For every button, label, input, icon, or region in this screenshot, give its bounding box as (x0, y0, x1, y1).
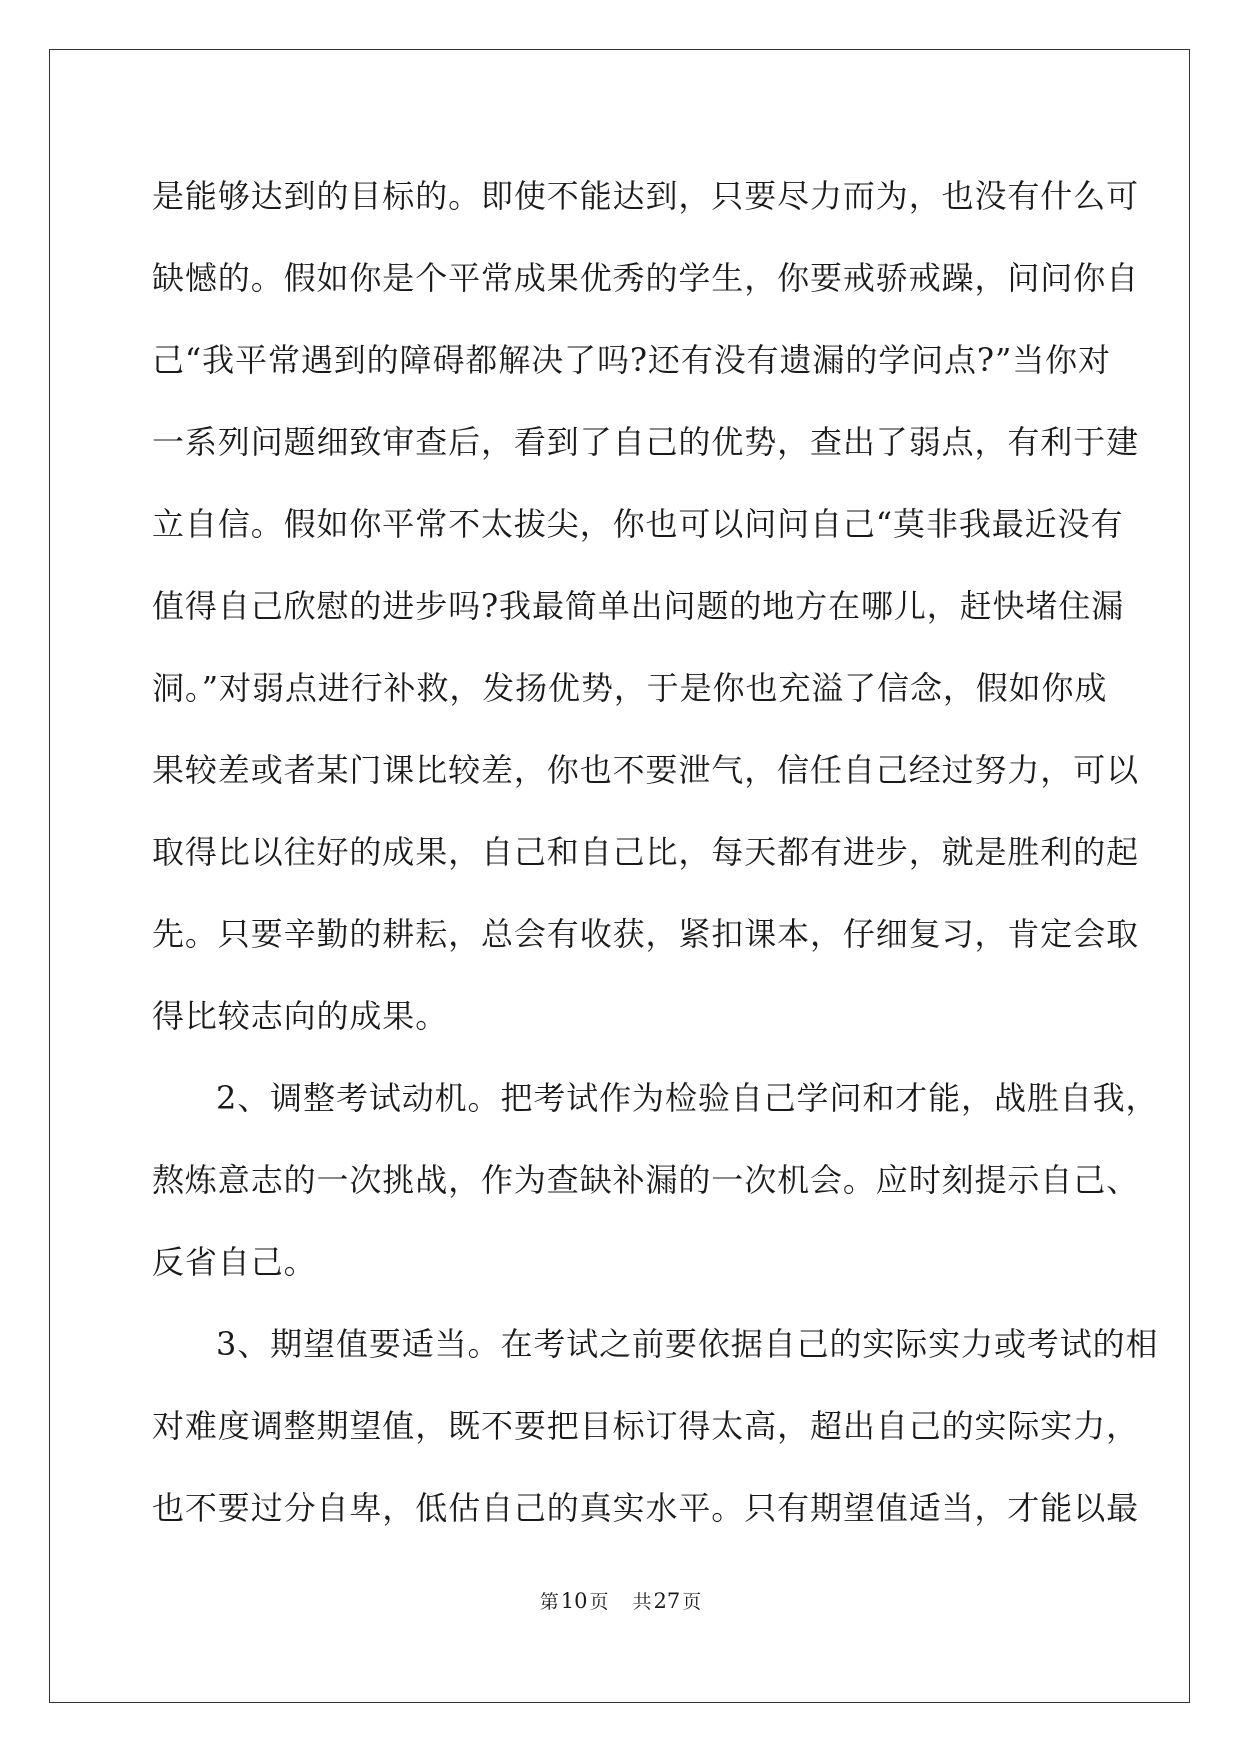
text-line: 值得自己欣慰的进步吗?我最简单出问题的地方在哪儿，赶快堵住漏 (152, 587, 1125, 625)
total-pages: 27 (653, 1589, 681, 1613)
document-body (152, 155, 1159, 1549)
text-line: 熬炼意志的一次挑战，作为查缺补漏的一次机会。应时刻提示自己、 (152, 1161, 1140, 1199)
text-line: 己“我平常遇到的障碍都解决了吗?还有没有遗漏的学问点?”当你对 (152, 341, 1111, 379)
text-line: 3、期望值要适当。在考试之前要依据自己的实际实力或考试的相 (216, 1325, 1159, 1363)
page-prefix: 第 (539, 1591, 559, 1613)
text-line: 2、调整考试动机。把考试作为检验自己学问和才能，战胜自我， (216, 1079, 1159, 1117)
text-line: 果较差或者某门课比较差，你也不要泄气，信任自己经过努力，可以 (152, 751, 1140, 789)
page-footer (0, 1586, 1241, 1617)
text-line: 对难度调整期望值，既不要把目标订得太高，超出自己的实际实力， (152, 1407, 1140, 1445)
text-line: 得比较志向的成果。 (152, 997, 449, 1035)
text-line: 是能够达到的目标的。即使不能达到，只要尽力而为，也没有什么可 (152, 177, 1140, 215)
text-line: 也不要过分自卑，低估自己的真实水平。只有期望值适当，才能以最 (152, 1489, 1140, 1527)
text-line: 洞。”对弱点进行补救，发扬优势，于是你也充溢了信念，假如你成 (152, 669, 1108, 707)
text-line: 立自信。假如你平常不太拔尖，你也可以问问自己“莫非我最近没有 (152, 505, 1124, 543)
total-prefix: 共 (632, 1591, 652, 1613)
text-line: 反省自己。 (152, 1243, 317, 1281)
text-line: 取得比以往好的成果，自己和自己比，每天都有进步，就是胜利的起 (152, 833, 1140, 871)
page-suffix: 页 (589, 1591, 609, 1613)
text-line: 先。只要辛勤的耕耘，总会有收获，紧扣课本，仔细复习，肯定会取 (152, 915, 1140, 953)
text-line: 一系列问题细致审查后，看到了自己的优势，查出了弱点，有利于建 (152, 423, 1140, 461)
page-number: 10 (560, 1589, 588, 1613)
text-line: 缺憾的。假如你是个平常成果优秀的学生，你要戒骄戒躁，问问你自 (152, 259, 1140, 297)
total-suffix: 页 (682, 1591, 702, 1613)
